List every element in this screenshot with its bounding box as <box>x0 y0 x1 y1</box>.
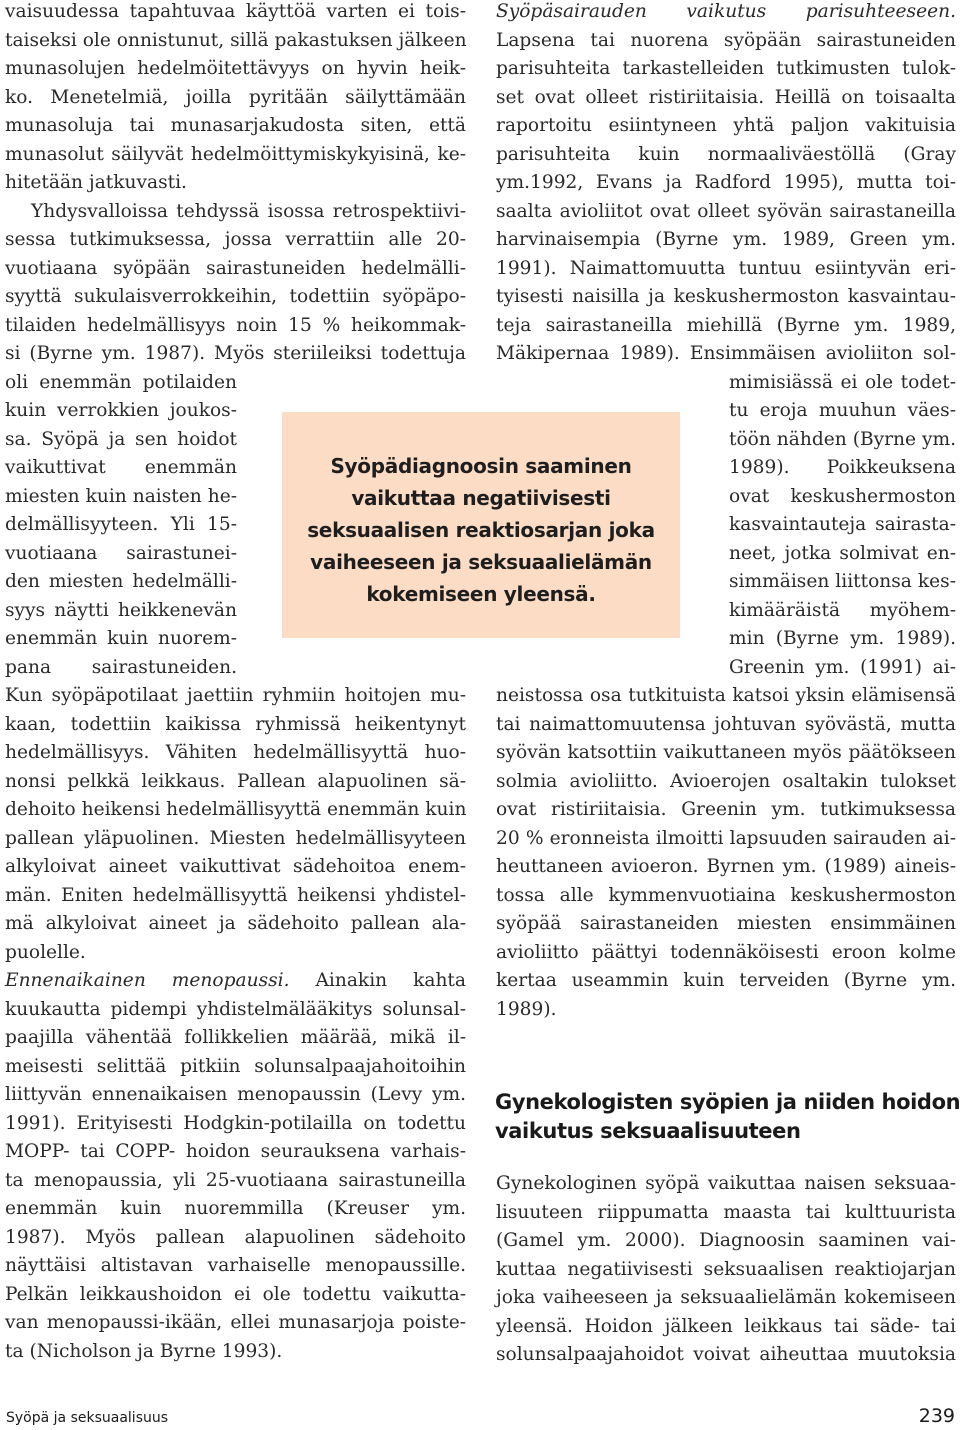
left-column-text-line: pallean yläpuolinen. Miesten hedelmällisyyteen <box>5 827 466 849</box>
right-column-text-line: lisuuteen riippumatta maasta tai kulttuurista <box>496 1201 956 1223</box>
right-column-text-line: neet, jotka solmivat en- <box>729 542 956 564</box>
right-column-text-line: solmia avioliitto. Avioerojen osaltakin tulokset <box>496 770 956 792</box>
left-column-text-line: ta menopaussia, yli 25-vuotiaana sairastuneilla <box>5 1169 466 1191</box>
right-column-text-line: tai naimattomuutensa johtuvan syövästä, mutta <box>496 713 956 735</box>
page-number: 239 <box>918 1405 955 1427</box>
right-column-text-line: harvinaisempia (Byrne ym. 1989, Green ym. <box>496 229 956 250</box>
left-column-text-line: dehoito heikensi hedelmällisyyttä enemmän kuin <box>5 799 467 820</box>
left-column-text-line: taiseksi ole onnistunut, sillä pakastuksen jälkeen <box>5 29 467 51</box>
left-column-text-line: mä alkyloivat aineet ja sädehoito pallean ala- <box>5 913 466 934</box>
right-column-text-line: mimisiässä ei ole todet- <box>729 371 956 393</box>
right-column-text-line: min (Byrne ym. 1989). <box>729 628 956 649</box>
left-column-text-line: sa. Syöpä ja sen hoidot <box>5 428 237 450</box>
left-column-text-line: tilaiden hedelmällisyys noin 15 % heikommak- <box>5 314 466 336</box>
running-footer-title: Syöpä ja seksuaalisuus <box>6 1410 169 1426</box>
left-column-text-line: delmällisyyteen. Yli 15- <box>5 514 237 535</box>
left-column-text-line: Ennenaikainen menopaussi. Ainakin kahta <box>5 970 466 991</box>
right-column-text-line: raportoitu esiintyneen yhtä paljon vakituisia <box>496 115 956 136</box>
left-column-text-line: puolelle. <box>5 941 86 963</box>
left-column-text-line: kuukautta pidempi yhdistelmälääkitys solunsal- <box>5 998 466 1020</box>
right-column-text-line: kertaa useammin kuin terveiden (Byrne ym. <box>496 970 956 991</box>
left-column-text-line: den miesten hedelmälli- <box>5 571 237 592</box>
left-column-text-line: van menopaussi-ikään, ellei munasarjoja poiste- <box>5 1312 466 1333</box>
right-column-text-line: ym.1992, Evans ja Radford 1995), mutta toi- <box>496 172 956 193</box>
left-column-text-line: kaan, todettiin kaikissa ryhmissä heikentynyt <box>5 713 466 735</box>
pull-quote-line: kokemiseen yleensä. <box>366 582 596 606</box>
left-column-text-line: miesten kuin naisten he- <box>5 485 237 507</box>
right-column-text-line: teja sairastaneilla miehillä (Byrne ym. 1989, <box>496 314 956 336</box>
left-column-text-line: vuotiaana syöpään sairastuneiden hedelmälli- <box>5 257 466 279</box>
right-column-text-line: tossa alle kymmenvuotiaina keskushermoston <box>496 884 956 906</box>
left-column-text-line: Yhdysvalloissa tehdyssä isossa retrospektiivi- <box>31 200 466 222</box>
section-heading-line: vaikutus seksuaalisuuteen <box>495 1119 801 1143</box>
left-column-text-line: syyttä sukulaisverrokkeihin, todettiin syöpäpo- <box>5 286 466 307</box>
right-column-text-line: parisuhteita kuin normaaliväestöllä (Gray <box>496 143 956 165</box>
left-column-text-line: syys näytti heikkenevän <box>5 599 237 621</box>
right-column-text-line: saalta avioliitot ovat olleet syövän sairastaneilla <box>496 200 956 222</box>
left-column-text-line: meisesti selittää pitkiin solunsalpaajahoitoihin <box>5 1055 466 1077</box>
pull-quote-line: vaiheeseen ja seksuaalielämän <box>310 550 652 574</box>
left-column-text-line: liittyvän ennenaikaisen menopaussin (Levy ym. <box>5 1084 466 1105</box>
left-column-text-line: enemmän kuin nuoremmilla (Kreuser ym. <box>5 1198 466 1219</box>
right-column-text-line: 20 % eronneista ilmoitti lapsuuden sairauden ai- <box>496 827 956 849</box>
section-heading <box>495 1088 960 1146</box>
pull-quote-line: seksuaalisen reaktiosarjan joka <box>307 518 655 542</box>
right-column-text-line: (Gamel ym. 2000). Diagnoosin saaminen vai- <box>496 1230 956 1251</box>
left-column-text-line: ta (Nicholson ja Byrne 1993). <box>5 1340 283 1362</box>
right-column-text-line: joka vaiheeseen ja seksuaalielämän kokemiseen <box>496 1287 956 1308</box>
right-column-text-line: ovat keskushermoston <box>729 485 956 507</box>
right-column-text-line: tu eroja muuhun väes- <box>729 400 956 421</box>
left-column-text-line: Kun syöpäpotilaat jaettiin ryhmiin hoitojen mu- <box>5 685 466 706</box>
left-column-text-line: pana sairastuneiden. <box>5 656 237 678</box>
right-column-text-line: syöpää sairastaneiden miesten ensimmäinen <box>496 913 956 934</box>
pull-quote-line: Syöpädiagnoosin saaminen <box>330 454 632 478</box>
right-column-text-line: heuttaneen avioeron. Byrnen ym. (1989) aineis- <box>496 856 956 877</box>
right-column-text-line: 1989). Poikkeuksena <box>729 457 956 478</box>
left-column-text-line: sessa tutkimuksessa, jossa verrattiin alle 20- <box>5 229 466 250</box>
right-column-text-line: neistossa osa tutkituista katsoi yksin elämisensä <box>496 685 956 706</box>
right-column-text-line: Gynekologinen syöpä vaikuttaa naisen seksuaa- <box>496 1173 956 1194</box>
left-column-text-line: oli enemmän potilaiden <box>5 371 237 393</box>
right-column-text-line: tyisesti naisilla ja keskushermoston kasvaintau- <box>496 286 956 307</box>
left-column-text-line: 1991). Erityisesti Hodgkin-potilailla on todettu <box>5 1112 466 1134</box>
right-column-text-line: solunsalpaajahoidot voivat aiheuttaa muutoksia <box>496 1344 956 1365</box>
right-column-text-line: kuttaa negatiivisesti seksuaalisen reaktiojarjan <box>496 1258 956 1280</box>
left-column-text-line: kuin verrokkien joukos- <box>5 400 237 421</box>
right-column-text-line: kimääräistä myöhem- <box>729 599 956 621</box>
run-in-heading: Ennenaikainen menopaussi. <box>5 970 290 991</box>
left-column-text-line: vaikuttivat enemmän <box>5 457 237 478</box>
left-column-text-line: alkyloivat aineet vaikuttivat sädehoitoa enem- <box>5 856 466 877</box>
left-column-text-line: hitetään jatkuvasti. <box>5 172 187 193</box>
right-column-text-line: töön nähden (Byrne ym. <box>729 428 956 450</box>
pull-quote <box>290 450 672 610</box>
run-in-heading: Syöpäsairauden vaikutus parisuhteeseen. <box>496 1 956 22</box>
right-column-text-line: Greenin ym. (1991) ai- <box>729 656 956 678</box>
left-column-text-line: vaisuudessa tapahtuvaa käyttöä varten ei tois- <box>5 1 466 22</box>
left-column-text-line: paajilla vähentää follikkelien määrää, mikä il- <box>5 1027 466 1048</box>
right-column-text-line: Mäkipernaa 1989). Ensimmäisen avioliiton sol- <box>496 343 956 364</box>
left-column-text-line: män. Eniten hedelmällisyyttä heikensi yhdistel- <box>5 884 466 906</box>
left-column-text-line: munasolut säilyvät hedelmöittymiskykyisinä, ke- <box>5 143 466 165</box>
left-column-text-line: si (Byrne ym. 1987). Myös steriileiksi todettuja <box>5 343 466 364</box>
left-column-text-line: hedelmällisyys. Vähiten hedelmällisyyttä huo- <box>5 742 466 763</box>
left-column-text-line: Pelkän leikkaushoidon ei ole todettu vaikutta- <box>5 1283 466 1305</box>
right-column-text-line: syövän katsottiin vaikuttaneen myös päätökseen <box>496 742 956 763</box>
right-column-text-line: 1989). <box>496 998 557 1020</box>
left-column-text-line: munasolujen hedelmöitettävyys on hyvin heik- <box>5 58 466 79</box>
right-column-text-line: 1991). Naimattomuutta tuntuu esiintyvän eri- <box>496 257 956 279</box>
section-heading-line: Gynekologisten syöpien ja niiden hoidon <box>495 1090 960 1114</box>
right-column-text-line: set ovat olleet ristiriitaisia. Heillä on toisaalta <box>496 86 956 108</box>
right-column-text-line: Lapsena tai nuorena syöpään sairastuneiden <box>496 29 956 51</box>
right-column-text-line: ovat ristiriitaisia. Greenin ym. tutkimuksessa <box>496 799 956 820</box>
pull-quote-line: vaikuttaa negatiivisesti <box>351 486 611 510</box>
right-column-text-line: simmäisen liittonsa kes- <box>729 571 956 592</box>
left-column-text-line: 1987). Myös pallean alapuolinen sädehoito <box>5 1226 466 1248</box>
left-column-text-line: näyttäisi altistavan varhaiselle menopaussille. <box>5 1255 466 1276</box>
right-column-text-line: kasvaintauteja sairasta- <box>729 514 956 535</box>
right-column-text-line: yleensä. Hoidon jälkeen leikkaus tai säde- tai <box>496 1315 956 1337</box>
left-column-text-line: MOPP- tai COPP- hoidon seurauksena varhais- <box>5 1141 466 1162</box>
left-column-text-line: enemmän kuin nuorem- <box>5 628 237 649</box>
left-column-text-line: munasoluja tai munasarjakudosta siten, että <box>5 115 466 136</box>
left-column-text-line: vuotiaana sairastunei- <box>5 542 237 564</box>
right-column-text-line: avioliitto päättyi todennäköisesti eroon kolme <box>496 941 956 963</box>
right-column-text-line: parisuhteita tarkastelleiden tutkimusten tulok- <box>496 58 956 79</box>
left-column-text-line: nonsi pelkkä leikkaus. Pallean alapuolinen sä- <box>5 770 466 792</box>
left-column-text-line: ko. Menetelmiä, joilla pyritään säilyttämään <box>5 86 466 108</box>
